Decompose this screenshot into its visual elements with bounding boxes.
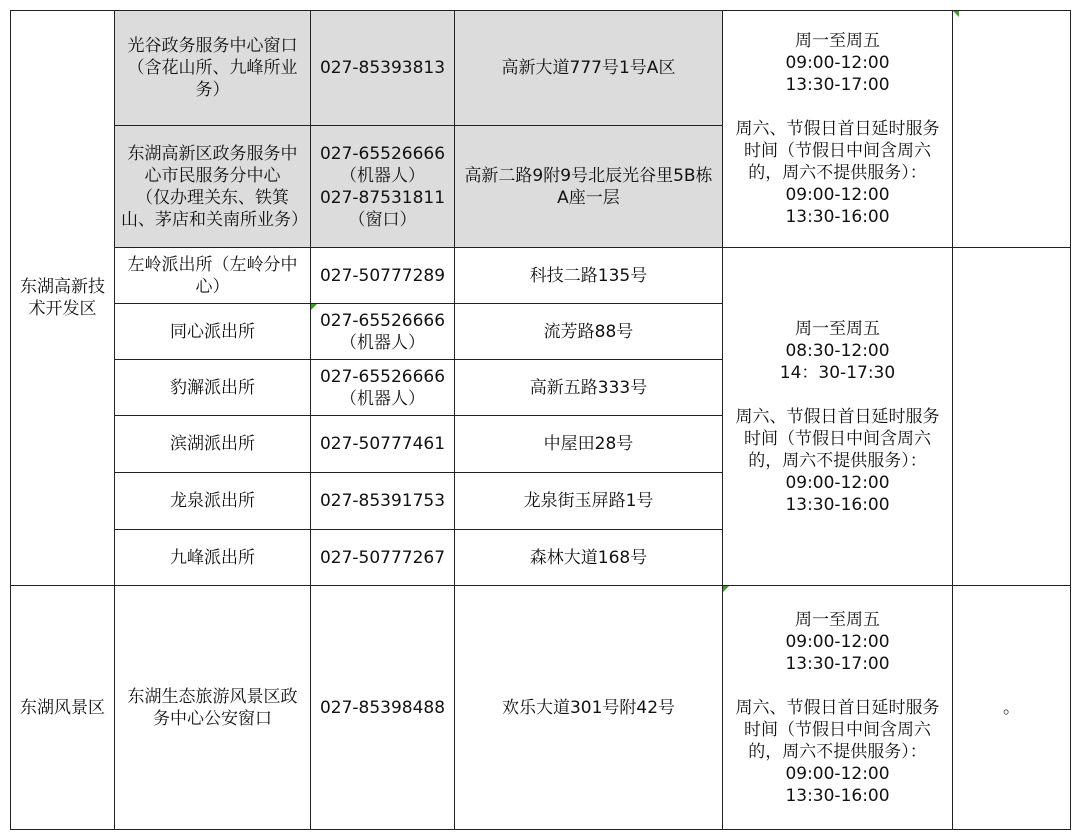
- address-cell: 中屋田28号: [455, 416, 723, 473]
- phone-cell: 027-50777289: [311, 248, 455, 304]
- comment-marker-icon: [723, 586, 729, 592]
- phone-cell: 027-85391753: [311, 473, 455, 530]
- phone-cell: 027-65526666 （机器人）: [311, 304, 455, 360]
- remark-cell: 。: [953, 586, 1071, 830]
- hours-cell: 周一至周五 09:00-12:00 13:30-17:00 周六、节假日首日延时服务时间（节假日中间含周六的，周六不提供服务）： 09:00-12:00 13:30-16:00: [723, 586, 953, 830]
- address-cell: 高新二路9附9号北辰光谷里5B栋A座一层: [455, 126, 723, 248]
- office-name: 滨湖派出所: [115, 416, 311, 473]
- office-name: 同心派出所: [115, 304, 311, 360]
- office-name: 东湖生态旅游风景区政务中心公安窗口: [115, 586, 311, 830]
- district-cell: 东湖风景区: [11, 586, 115, 830]
- comment-marker-icon: [311, 304, 317, 310]
- address-cell: 流芳路88号: [455, 304, 723, 360]
- phone-cell: 027-50777461: [311, 416, 455, 473]
- address-cell: 科技二路135号: [455, 248, 723, 304]
- address-cell: 高新五路333号: [455, 360, 723, 416]
- office-name: 豹澥派出所: [115, 360, 311, 416]
- address-cell: 欢乐大道301号附42号: [455, 586, 723, 830]
- office-name: 九峰派出所: [115, 530, 311, 586]
- phone-cell: 027-85398488: [311, 586, 455, 830]
- phone-cell: 027-50777267: [311, 530, 455, 586]
- phone-cell: 027-65526666 （机器人）: [311, 360, 455, 416]
- comment-marker-icon: [953, 11, 959, 17]
- office-name: 东湖高新区政务服务中心市民服务分中心 （仅办理关东、铁箕山、茅店和关南所业务）: [115, 126, 311, 248]
- phone-cell: 027-85393813: [311, 11, 455, 126]
- office-name: 龙泉派出所: [115, 473, 311, 530]
- address-cell: 龙泉街玉屏路1号: [455, 473, 723, 530]
- address-cell: 高新大道777号1号A区: [455, 11, 723, 126]
- address-cell: 森林大道168号: [455, 530, 723, 586]
- district-cell: 东湖高新技术开发区: [11, 11, 115, 586]
- office-name: 左岭派出所（左岭分中心）: [115, 248, 311, 304]
- hours-cell: 周一至周五 09:00-12:00 13:30-17:00 周六、节假日首日延时服务时间（节假日中间含周六的，周六不提供服务）： 09:00-12:00 13:30-16:00: [723, 11, 953, 248]
- office-name: 光谷政务服务中心窗口 （含花山所、九峰所业务）: [115, 11, 311, 126]
- remark-cell: [953, 248, 1071, 586]
- hours-cell: 周一至周五 08:30-12:00 14：30-17:30 周六、节假日首日延时服务时间（节假日中间含周六的，周六不提供服务）： 09:00-12:00 13:30-16:00: [723, 248, 953, 586]
- service-table: [10, 10, 1071, 830]
- remark-cell: [953, 11, 1071, 248]
- phone-cell: 027-65526666 （机器人） 027-87531811 （窗口）: [311, 126, 455, 248]
